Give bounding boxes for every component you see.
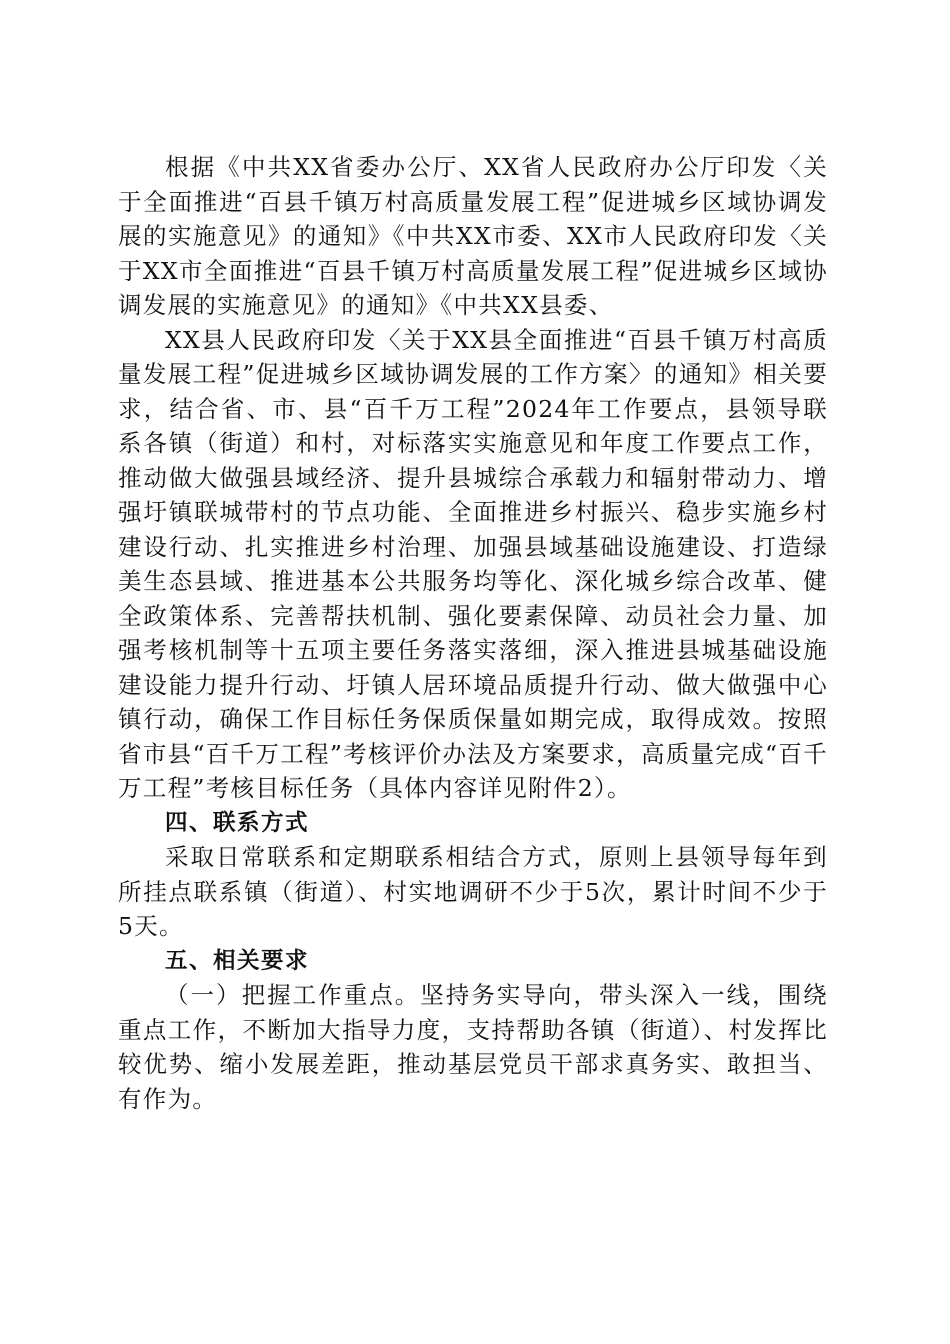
document-body — [118, 150, 828, 1116]
paragraph-contact: 采取日常联系和定期联系相结合方式，原则上县领导每年到所挂点联系镇（街道）、村实地调研不少于5次，累计时间不少于5天。 — [118, 843, 828, 940]
paragraph-basis: 根据《中共XX省委办公厅、XX省人民政府办公厅印发〈关于全面推进“百县千镇万村高质量发展工程”促进城乡区域协调发展的实施意见》的通知》《中共XX市委、XX市人民政府印发〈关于XX市全面推进“百县千镇万村高质量发展工程”促进城乡区域协调发展的实施意见》的通知》《中共XX县委、 — [118, 153, 828, 319]
paragraph-requirement-1: （一）把握工作重点。坚持务实导向，带头深入一线，围绕重点工作，不断加大指导力度，支持帮助各镇（街道）、村发挥比较优势、缩小发展差距，推动基层党员干部求真务实、敢担当、有作为。 — [118, 981, 828, 1113]
section-heading-requirements: 五、相关要求 — [165, 947, 310, 974]
section-heading-contact: 四、联系方式 — [165, 809, 310, 836]
paragraph-tasks: XX县人民政府印发〈关于XX县全面推进“百县千镇万村高质量发展工程”促进城乡区域协调发展的工作方案〉的通知》相关要求，结合省、市、县“百千万工程”2024年工作要点，县领导联系各镇（街道）和村，对标落实实施意见和年度工作要点工作，推动做大做强县域经济、提升县城综合承载力和辐射带动力、增强圩镇联城带村的节点功能、全面推进乡村振兴、稳步实施乡村建设行动、扎实推进乡村治理、加强县域基础设施建设、打造绿美生态县域、推进基本公共服务均等化、深化城乡综合改革、健全政策体系、完善帮扶机制、强化要素保障、动员社会力量、加强考核机制等十五项主要任务落实落细，深入推进县城基础设施建设能力提升行动、圩镇人居环境品质提升行动、做大做强中心镇行动，确保工作目标任务保质保量如期完成，取得成效。按照省市县“百千万工程”考核评价办法及方案要求，高质量完成“百千万工程”考核目标任务（具体内容详见附件2）。 — [118, 325, 828, 802]
